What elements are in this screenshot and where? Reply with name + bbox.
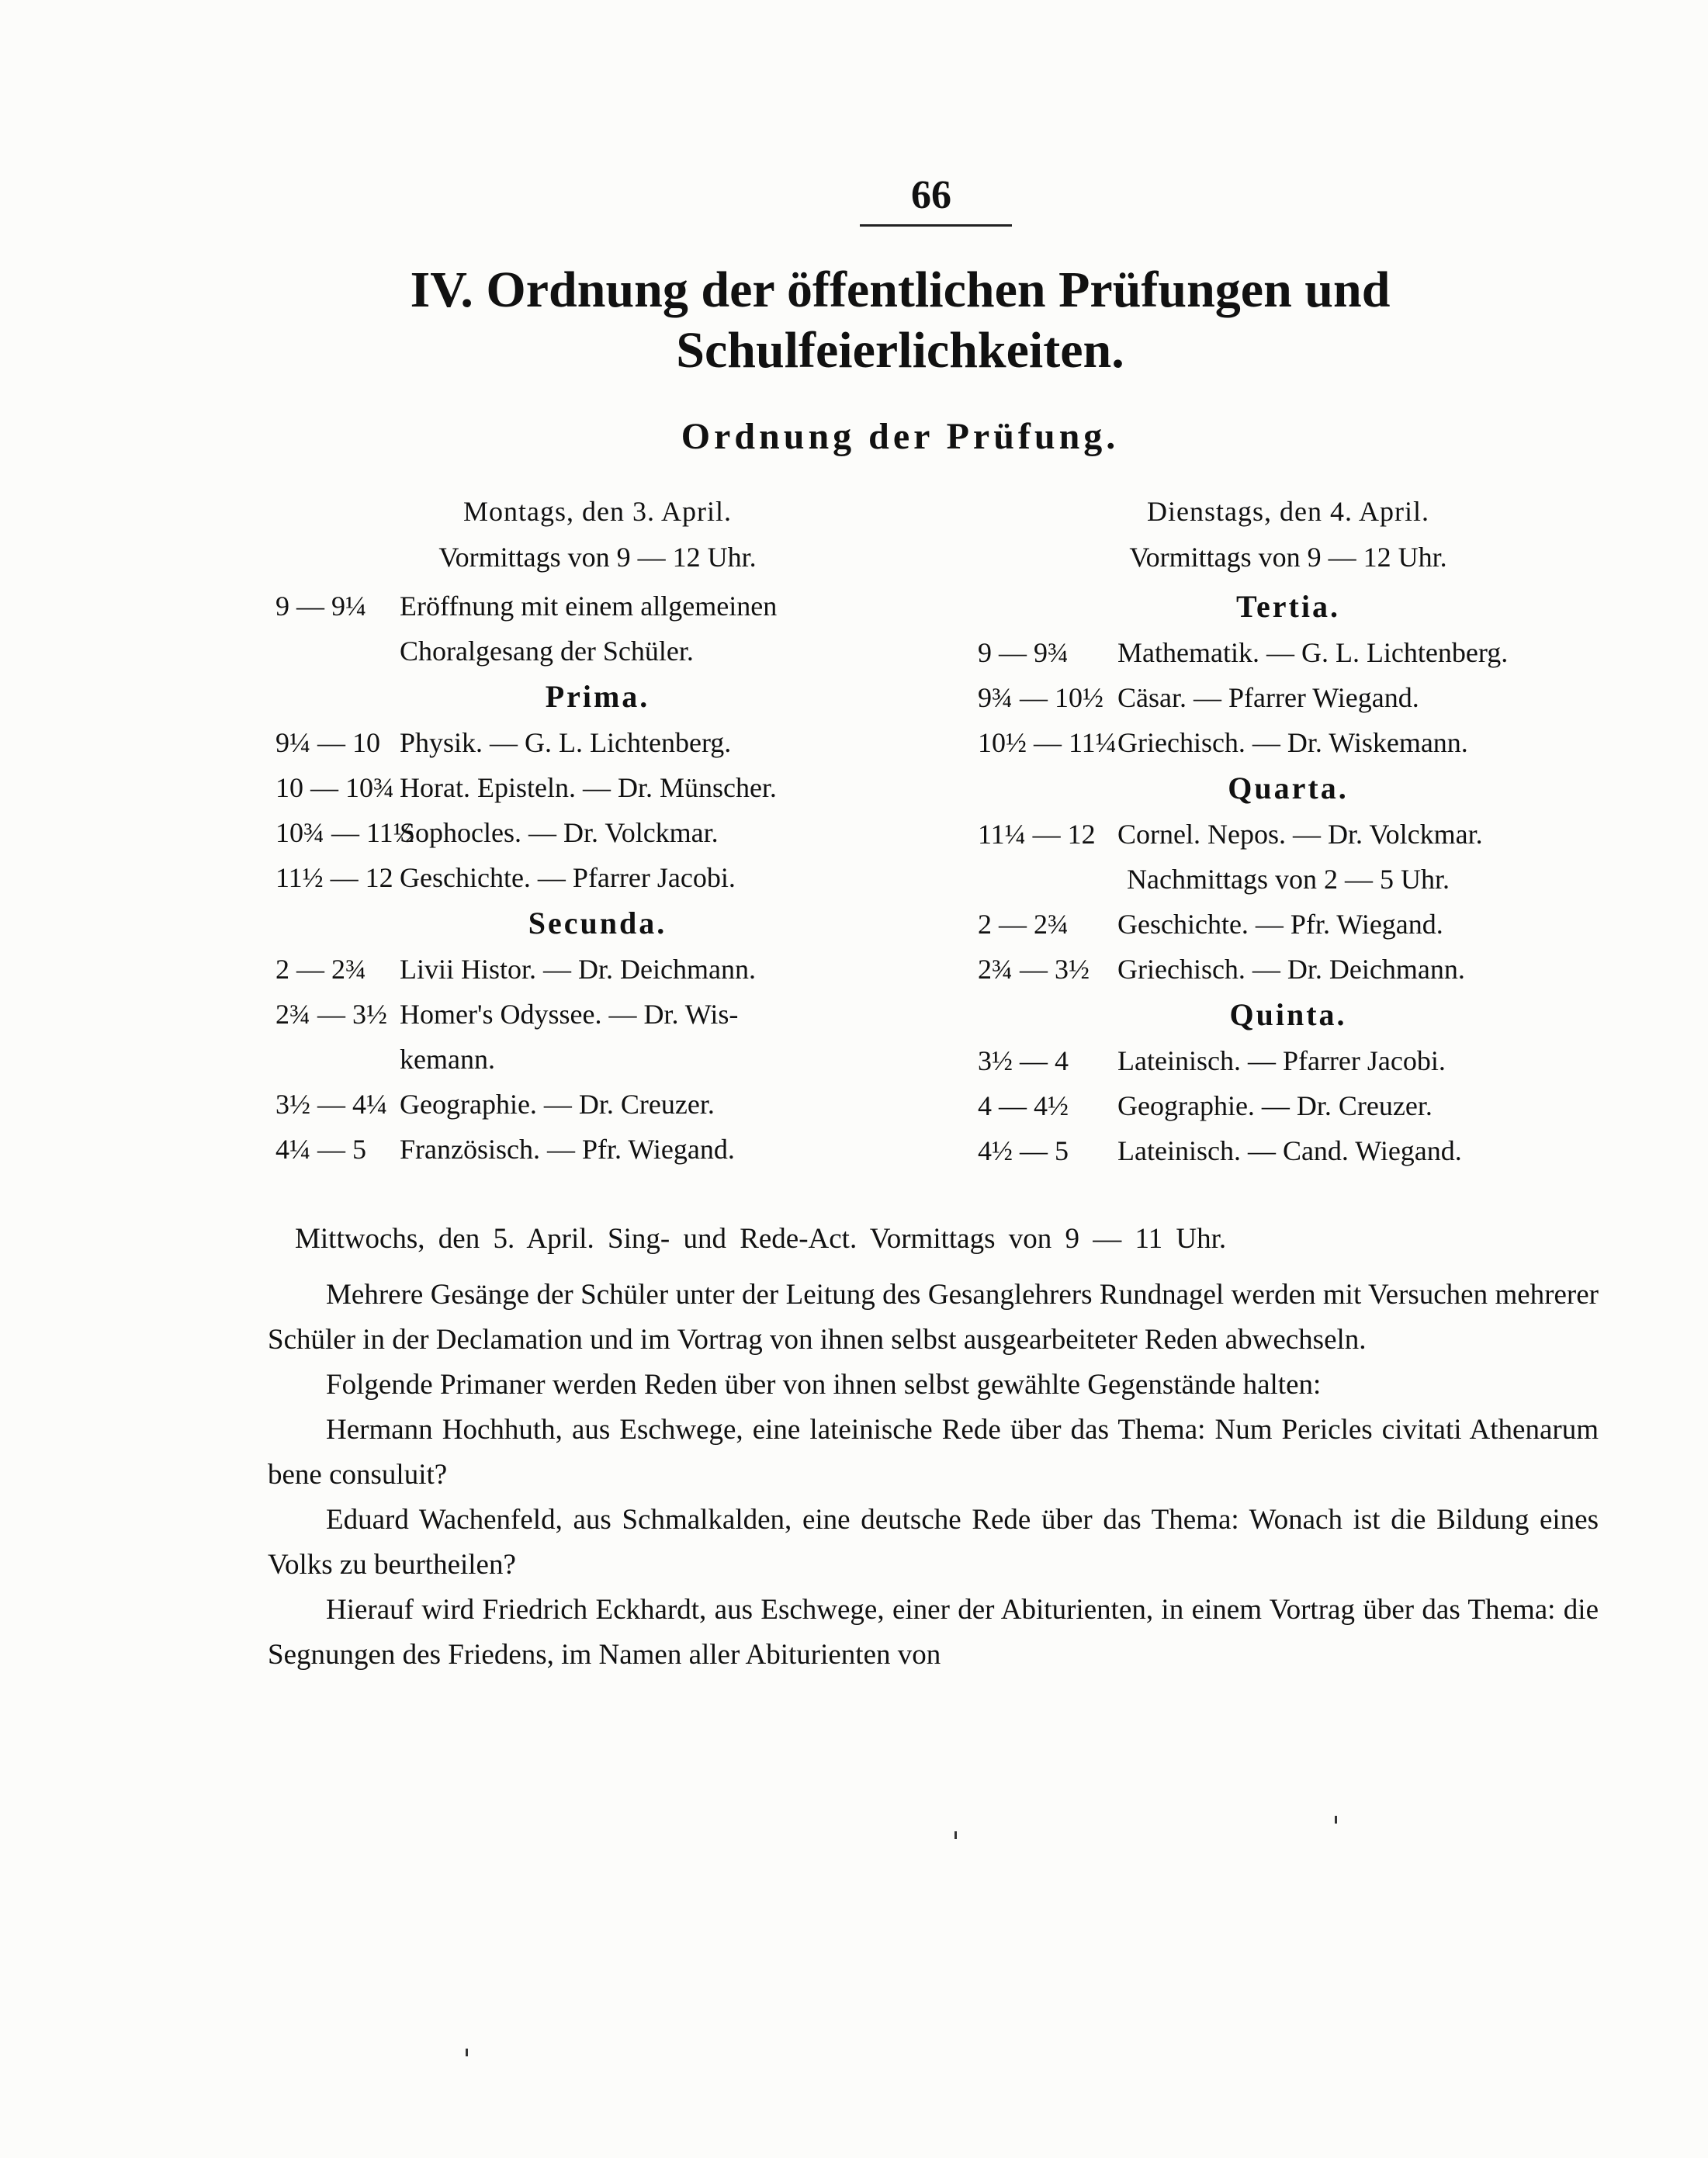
subject: Sophocles. — Dr. Volckmar. — [400, 817, 719, 848]
tuesday-time-header: Vormittags von 9 — 12 Uhr. — [1129, 542, 1447, 573]
subject: Livii Histor. — Dr. Deichmann. — [400, 954, 756, 985]
chapter-title — [295, 260, 1505, 381]
schedule-row-continuation — [275, 1037, 920, 1082]
schedule-row — [978, 1083, 1599, 1128]
scan-speck — [1335, 1816, 1337, 1824]
time-slot: 4½ — 5 — [978, 1135, 1069, 1166]
paragraph: Eduard Wachenfeld, aus Schmalkalden, eine deutsche Rede über das Thema: Wonach ist die Bildung eines Volks zu beurtheilen? — [268, 1504, 1599, 1581]
schedule-row — [275, 584, 920, 629]
section-subtitle: Ordnung der Prüfung. — [681, 416, 1120, 457]
time-slot: 9¼ — 10 — [275, 727, 380, 758]
paragraph: Mehrere Gesänge der Schüler unter der Leitung des Gesanglehrers Rundnagel werden mit Versuchen mehrerer Schüler in der Declamation und im Vortrag von ihnen selbst ausgearbeiteter Reden abwechseln. — [268, 1279, 1599, 1356]
subject-continuation: Choralgesang der Schüler. — [400, 636, 694, 667]
class-heading-secunda: Secunda. — [528, 906, 667, 940]
schedule-row — [275, 992, 920, 1037]
schedule-row — [978, 1128, 1599, 1173]
schedule-row — [275, 947, 920, 992]
monday-time-header: Vormittags von 9 — 12 Uhr. — [438, 542, 757, 573]
class-heading-tertia: Tertia. — [1236, 589, 1340, 624]
class-heading-prima: Prima. — [545, 679, 650, 714]
schedule-row-continuation — [275, 629, 920, 674]
time-slot: 11¼ — 12 — [978, 819, 1096, 850]
schedule-row — [978, 1038, 1599, 1083]
subject: Horat. Episteln. — Dr. Münscher. — [400, 772, 777, 803]
time-slot: 3½ — 4¼ — [275, 1089, 387, 1120]
schedule-row — [978, 675, 1599, 720]
subject: Cäsar. — Pfarrer Wiegand. — [1117, 682, 1419, 713]
subject: Geschichte. — Pfarrer Jacobi. — [400, 862, 736, 893]
scan-speck — [466, 2049, 468, 2056]
time-slot: 2¾ — 3½ — [275, 999, 387, 1030]
schedule-row — [978, 720, 1599, 765]
time-slot: 10¾ — 11½ — [275, 817, 414, 848]
subject: Cornel. Nepos. — Dr. Volckmar. — [1117, 819, 1483, 850]
paragraph: Hermann Hochhuth, aus Eschwege, eine lateinische Rede über das Thema: Num Pericles civitati Athenarum bene consuluit? — [268, 1414, 1599, 1491]
schedule-row — [978, 902, 1599, 947]
tuesday-day-header: Dienstags, den 4. April. — [1147, 496, 1429, 527]
schedule-row — [275, 855, 920, 900]
subject: Geschichte. — Pfr. Wiegand. — [1117, 909, 1443, 940]
schedule-row — [275, 1082, 920, 1127]
subject: Lateinisch. — Cand. Wiegand. — [1117, 1135, 1462, 1166]
subject: Eröffnung mit einem allgemeinen — [400, 591, 778, 622]
title-line-1: IV. Ordnung der öffentlichen Prüfungen und — [410, 262, 1391, 318]
time-slot: 2 — 2¾ — [978, 909, 1069, 940]
subject: Griechisch. — Dr. Wiskemann. — [1117, 727, 1468, 758]
time-slot: 3½ — 4 — [978, 1045, 1069, 1076]
time-slot: 9 — 9¾ — [978, 637, 1069, 668]
subject: Mathematik. — G. L. Lichtenberg. — [1117, 637, 1509, 668]
schedule-row — [978, 630, 1599, 675]
monday-day-header: Montags, den 3. April. — [463, 496, 732, 527]
schedule-row — [275, 1127, 920, 1172]
body-text — [268, 1273, 1599, 1678]
time-slot: 10 — 10¾ — [275, 772, 394, 803]
schedule-row — [978, 812, 1599, 857]
schedule-row — [275, 765, 920, 810]
time-slot: 4¼ — 5 — [275, 1134, 366, 1165]
title-line-2: Schulfeierlichkeiten. — [676, 322, 1124, 379]
time-slot: 9 — 9¼ — [275, 591, 366, 622]
tuesday-afternoon-header: Nachmittags von 2 — 5 Uhr. — [1127, 864, 1450, 895]
wednesday-line: Mittwochs, den 5. April. Sing- und Rede-Act. Vormittags von 9 — 11 Uhr. — [295, 1223, 1227, 1255]
subject: Geographie. — Dr. Creuzer. — [1117, 1090, 1433, 1121]
subject: Griechisch. — Dr. Deichmann. — [1117, 954, 1465, 985]
subject: Französisch. — Pfr. Wiegand. — [400, 1134, 735, 1165]
schedule-row — [275, 720, 920, 765]
subject: Homer's Odyssee. — Dr. Wis- — [400, 999, 739, 1030]
schedule-row — [978, 947, 1599, 992]
time-slot: 10½ — 11¼ — [978, 727, 1117, 758]
subject: Lateinisch. — Pfarrer Jacobi. — [1117, 1045, 1446, 1076]
time-slot: 2 — 2¾ — [275, 954, 366, 985]
time-slot: 11½ — 12 — [275, 862, 393, 893]
monday-column — [275, 489, 920, 1172]
tuesday-column — [978, 489, 1599, 1173]
time-slot: 2¾ — 3½ — [978, 954, 1090, 985]
paragraph: Folgende Primaner werden Reden über von ihnen selbst gewählte Gegenstände halten: — [326, 1369, 1322, 1401]
time-slot: 4 — 4½ — [978, 1090, 1069, 1121]
schedule-row — [275, 810, 920, 855]
scan-speck — [954, 1831, 957, 1839]
page-number: 66 — [911, 173, 951, 217]
page-number-rule — [860, 224, 1012, 227]
class-heading-quarta: Quarta. — [1228, 771, 1349, 805]
subject: Physik. — G. L. Lichtenberg. — [400, 727, 732, 758]
subject-continuation: kemann. — [400, 1044, 495, 1075]
class-heading-quinta: Quinta. — [1229, 997, 1347, 1032]
subject: Geographie. — Dr. Creuzer. — [400, 1089, 715, 1120]
time-slot: 9¾ — 10½ — [978, 682, 1103, 713]
paragraph: Hierauf wird Friedrich Eckhardt, aus Eschwege, einer der Abiturienten, in einem Vortrag über das Thema: die Segnungen des Friedens, im Namen aller Abiturienten von — [268, 1594, 1599, 1671]
